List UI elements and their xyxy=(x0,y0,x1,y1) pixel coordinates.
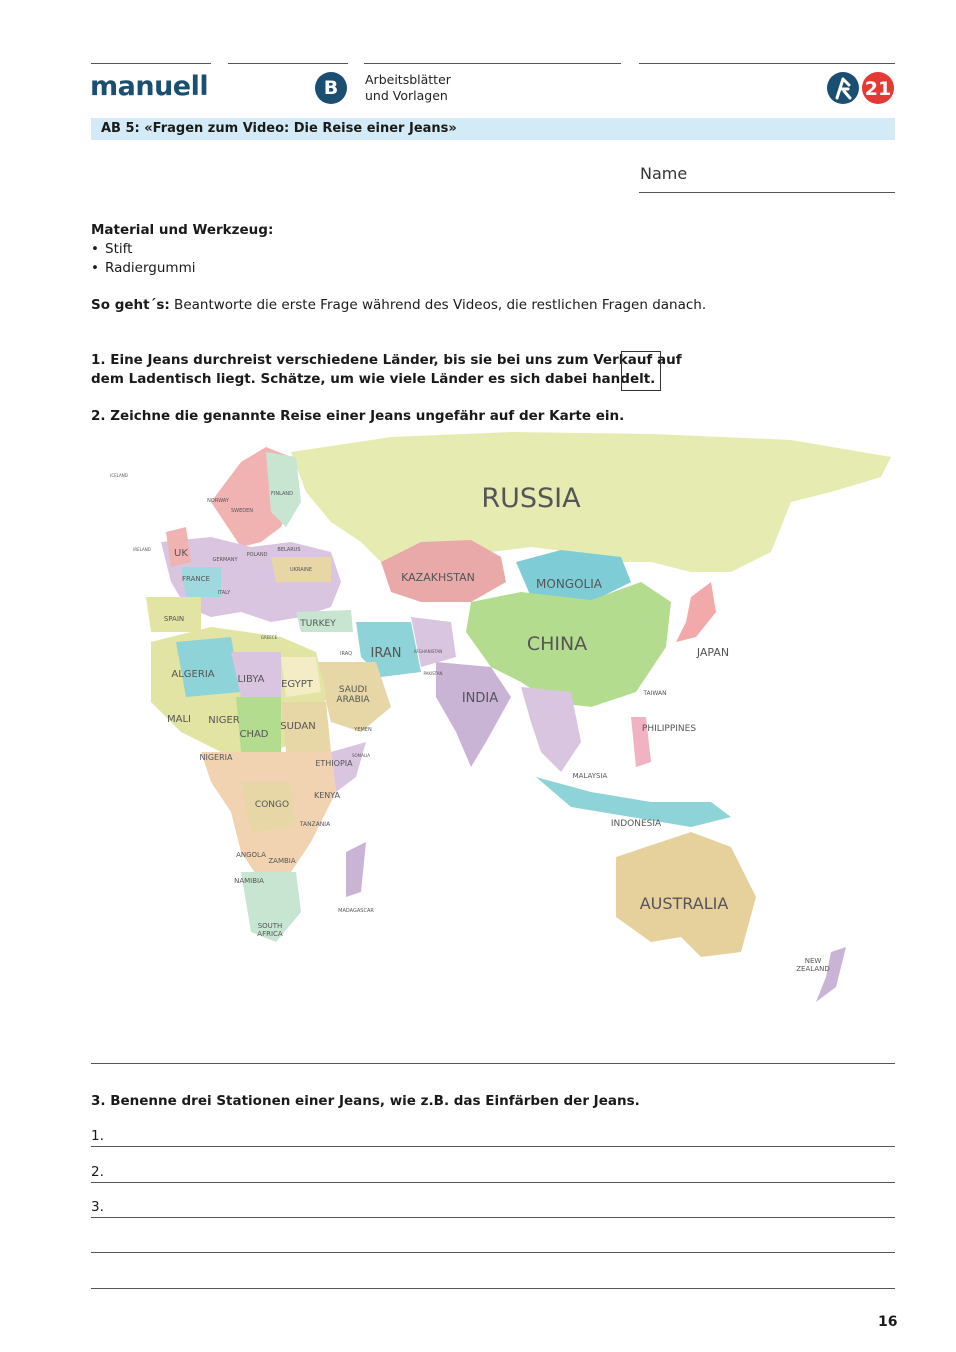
name-label: Name xyxy=(640,164,688,183)
answer-box-q1[interactable] xyxy=(621,351,661,391)
algeria-shape xyxy=(176,637,241,697)
question-1-line1: 1. Eine Jeans durchreist verschiedene Länder, bis sie bei uns zum Verkauf auf xyxy=(91,352,682,368)
header-rule-3 xyxy=(364,63,621,64)
map-label-south-africa-2: AFRICA xyxy=(257,930,283,938)
map-label-saudi-2: ARABIA xyxy=(336,695,370,705)
map-label-nigeria: NIGERIA xyxy=(199,753,233,762)
map-label-yemen: YEMEN xyxy=(354,727,372,733)
instructions xyxy=(91,296,706,315)
map-label-taiwan: TAIWAN xyxy=(643,690,667,697)
answer-line-2[interactable] xyxy=(91,1182,895,1183)
material-item: • Stift xyxy=(91,240,195,259)
worksheet-title: AB 5: «Fragen zum Video: Die Reise einer Jeans» xyxy=(101,121,457,136)
publisher-logo: manuell xyxy=(90,71,209,102)
map-label-madagascar: MADAGASCAR xyxy=(338,908,374,914)
map-label-philippines: PHILIPPINES xyxy=(641,724,697,734)
map-label-finland: FINLAND xyxy=(270,491,294,497)
answer-line-3-label: 3. xyxy=(91,1199,104,1215)
map-label-kazakhstan: KAZAKHSTAN xyxy=(401,571,475,584)
material-item: • Radiergummi xyxy=(91,259,195,278)
map-label-mongolia: MONGOLIA xyxy=(536,577,602,591)
map-label-indonesia: INDONESIA xyxy=(610,819,662,829)
answer-line-4[interactable] xyxy=(91,1252,895,1253)
lp21-badge xyxy=(826,71,896,105)
map-label-belarus: BELARUS xyxy=(277,547,301,553)
map-bottom-rule xyxy=(91,1063,895,1064)
header-rule-2 xyxy=(228,63,348,64)
header-rule-1 xyxy=(91,63,211,64)
map-label-sudan: SUDAN xyxy=(280,721,316,732)
map-label-india: INDIA xyxy=(461,691,499,706)
map-label-angola: ANGOLA xyxy=(236,851,266,859)
material-heading: Material und Werkzeug: xyxy=(91,222,274,238)
map-label-ukraine: UKRAINE xyxy=(289,567,313,573)
world-map[interactable] xyxy=(91,432,896,1012)
japan-shape xyxy=(676,582,716,642)
header-rule-4 xyxy=(639,63,895,64)
question-2: 2. Zeichne die genannte Reise einer Jeans ungefähr auf der Karte ein. xyxy=(91,408,625,424)
map-label-italy: ITALY xyxy=(217,590,231,596)
new-zealand-shape xyxy=(816,947,846,1002)
map-label-nz-1: NEW xyxy=(804,957,822,965)
map-label-ireland: IRELAND xyxy=(133,547,151,552)
section-b-badge: B xyxy=(315,72,347,104)
map-label-iran: IRAN xyxy=(370,646,402,661)
question-3: 3. Benenne drei Stationen einer Jeans, wie z.B. das Einfärben der Jeans. xyxy=(91,1093,640,1109)
badge-number: 21 xyxy=(864,78,892,100)
map-label-nz-2: ZEALAND xyxy=(796,965,830,973)
map-label-china: CHINA xyxy=(526,633,588,655)
map-label-greece: GREECE xyxy=(260,635,278,640)
map-label-japan: JAPAN xyxy=(696,646,730,659)
se-asia-shape xyxy=(521,687,581,772)
answer-line-5[interactable] xyxy=(91,1288,895,1289)
answer-line-3[interactable] xyxy=(91,1217,895,1218)
material-list xyxy=(91,240,195,278)
map-label-turkey: TURKEY xyxy=(300,619,336,629)
map-label-niger: NIGER xyxy=(208,715,240,726)
map-label-iceland: ICELAND xyxy=(110,473,128,478)
question-1-line2: dem Ladentisch liegt. Schätze, um wie viele Länder es sich dabei handelt. xyxy=(91,371,656,387)
map-label-mali: MALI xyxy=(167,714,191,725)
worksheet-title-bar xyxy=(91,118,895,140)
map-label-algeria: ALGERIA xyxy=(171,669,215,680)
india-shape xyxy=(436,662,511,767)
russia-shape xyxy=(291,432,891,572)
map-label-namibia: NAMIBIA xyxy=(234,877,264,885)
map-label-ethiopia: ETHIOPIA xyxy=(315,759,353,768)
question-1 xyxy=(91,351,682,389)
map-label-kenya: KENYA xyxy=(313,791,341,800)
map-label-spain: SPAIN xyxy=(163,615,185,623)
header-subtitle-line2: und Vorlagen xyxy=(365,88,448,103)
map-label-malaysia: MALAYSIA xyxy=(572,772,608,780)
page-number: 16 xyxy=(878,1314,898,1330)
map-label-france: FRANCE xyxy=(182,575,210,583)
map-label-tanzania: TANZANIA xyxy=(299,821,331,828)
map-label-iraq: IRAQ xyxy=(339,651,353,657)
answer-line-2-label: 2. xyxy=(91,1164,104,1180)
map-label-zambia: ZAMBIA xyxy=(268,857,296,865)
map-label-pakistan: PAKISTAN xyxy=(423,671,443,676)
map-label-libya: LIBYA xyxy=(237,674,265,685)
map-label-egypt: EGYPT xyxy=(281,679,313,690)
madagascar-shape xyxy=(346,842,366,897)
answer-line-1-label: 1. xyxy=(91,1128,104,1144)
answer-line-1[interactable] xyxy=(91,1146,895,1147)
instructions-text: Beantworte die erste Frage während des Videos, die restlichen Fragen danach. xyxy=(169,297,707,313)
header-subtitle-line1: Arbeitsblätter xyxy=(365,72,451,87)
map-label-afghanistan: AFGHANISTAN xyxy=(413,649,443,654)
map-label-poland: POLAND xyxy=(246,552,268,558)
map-label-germany: GERMANY xyxy=(212,557,238,563)
map-label-somalia: SOMALIA xyxy=(351,753,371,758)
name-field-line[interactable] xyxy=(639,192,895,193)
chad-shape xyxy=(236,697,281,752)
map-label-chad: CHAD xyxy=(239,729,269,740)
map-label-congo: CONGO xyxy=(254,800,290,810)
map-label-australia: AUSTRALIA xyxy=(639,894,729,913)
map-label-norway: NORWAY xyxy=(207,498,229,504)
map-label-saudi-1: SAUDI xyxy=(338,685,368,695)
map-label-russia: RUSSIA xyxy=(481,483,581,514)
instructions-label: So geht´s: xyxy=(91,297,170,313)
map-label-south-africa-1: SOUTH xyxy=(257,922,283,930)
header-subtitle xyxy=(365,72,451,104)
map-label-uk: UK xyxy=(174,548,188,559)
egypt-shape xyxy=(281,657,321,697)
map-label-sweden: SWEDEN xyxy=(230,508,254,514)
